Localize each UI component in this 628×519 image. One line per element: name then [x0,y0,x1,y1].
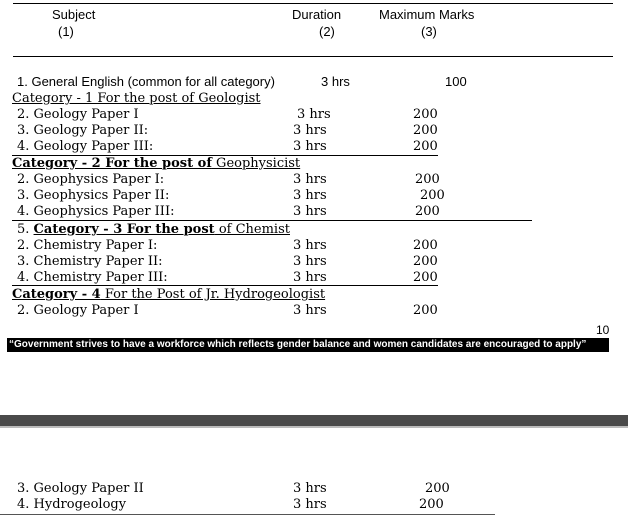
clipped-next-line [0,514,495,515]
cat4-row-1-duration: 3 hrs [293,303,327,318]
general-english-marks: 100 [445,74,467,89]
header-bottom-rule [13,56,613,57]
cat1-row-3-label: 4. Geology Paper III: [17,139,154,154]
cat2-row-1-marks: 200 [415,172,440,187]
next-row-1-duration: 3 hrs [293,481,327,496]
cat1-row-2-duration: 3 hrs [293,123,327,138]
general-english-label: 1. General English (common for all category) [17,74,275,89]
subject-col-num: (1) [58,24,74,39]
cat3-row-2-duration: 3 hrs [293,254,327,269]
category-3-title-bold: Category - 3 For the post [33,222,215,237]
cat2-row-2-duration: 3 hrs [293,188,327,203]
cat1-row-2-label: 3. Geology Paper II: [17,123,149,138]
next-row-1-label: 3. Geology Paper II [17,481,144,496]
cat3-row-3-duration: 3 hrs [293,270,327,285]
cat1-row-1-duration: 3 hrs [297,107,331,122]
next-row-1-marks: 200 [425,481,450,496]
cat4-row-1-label: 2. Geology Paper I [17,303,139,318]
cat4-row-1-marks: 200 [413,303,438,318]
duration-col-num: (2) [319,24,335,39]
cat1-row-3-duration: 3 hrs [293,139,327,154]
top-rule [13,3,613,4]
cat1-row-1-marks: 200 [413,107,438,122]
category-2-title-bold: Category - 2 For the post of [12,156,212,171]
page-break-divider-shadow [0,426,628,428]
cat3-row-3-label: 4. Chemistry Paper III: [17,270,168,285]
cat2-row-1-label: 2. Geophysics Paper I: [17,172,165,187]
cat3-row-1-duration: 3 hrs [293,238,327,253]
cat2-row-3-marks: 200 [415,204,440,219]
cat2-row-2-label: 3. Geophysics Paper II: [17,188,170,203]
cat1-row-3-marks: 200 [413,139,438,154]
cat3-row-2-marks: 200 [413,254,438,269]
cat3-row-2-label: 3. Chemistry Paper II: [17,254,163,269]
marks-header: Maximum Marks [379,7,475,22]
category-2-title-rest: Geophysicist [211,156,301,171]
cat3-row-3-marks: 200 [413,270,438,285]
category-3-prefix: 5. [17,222,34,237]
general-english-duration: 3 hrs [321,74,350,89]
category-3-title-rest: of Chemist [214,222,290,237]
cat1-row-1-label: 2. Geology Paper I [17,107,139,122]
category-1-title: Category - 1 For the post of Geologist [12,91,261,106]
cat2-row-3-label: 4. Geophysics Paper III: [17,204,175,219]
category-4-title [12,287,325,303]
cat1-row-2-marks: 200 [413,123,438,138]
cat2-bottom-rule [12,220,532,221]
category-4-title-rest: For the Post of Jr. Hydrogeologist [100,287,326,302]
cat2-row-3-duration: 3 hrs [293,204,327,219]
cat2-row-2-marks: 200 [420,188,445,203]
cat2-row-1-duration: 3 hrs [293,172,327,187]
footer-banner: “Government strives to have a workforce which reflects gender balance and women candidates are encouraged to apply” [7,338,609,352]
cat3-bottom-rule [12,285,438,286]
category-2-title [12,156,300,172]
duration-header: Duration [292,7,342,22]
category-4-title-bold: Category - 4 [12,287,101,302]
next-row-2-duration: 3 hrs [293,497,327,512]
subject-header: Subject [52,7,96,22]
marks-col-num: (3) [421,24,437,39]
next-row-2-marks: 200 [419,497,444,512]
next-row-2-label: 4. Hydrogeology [17,497,127,512]
page-break-divider [0,415,628,426]
category-3-title [17,222,290,238]
cat3-row-1-marks: 200 [413,238,438,253]
page-number: 10 [596,323,610,337]
cat3-row-1-label: 2. Chemistry Paper I: [17,238,158,253]
